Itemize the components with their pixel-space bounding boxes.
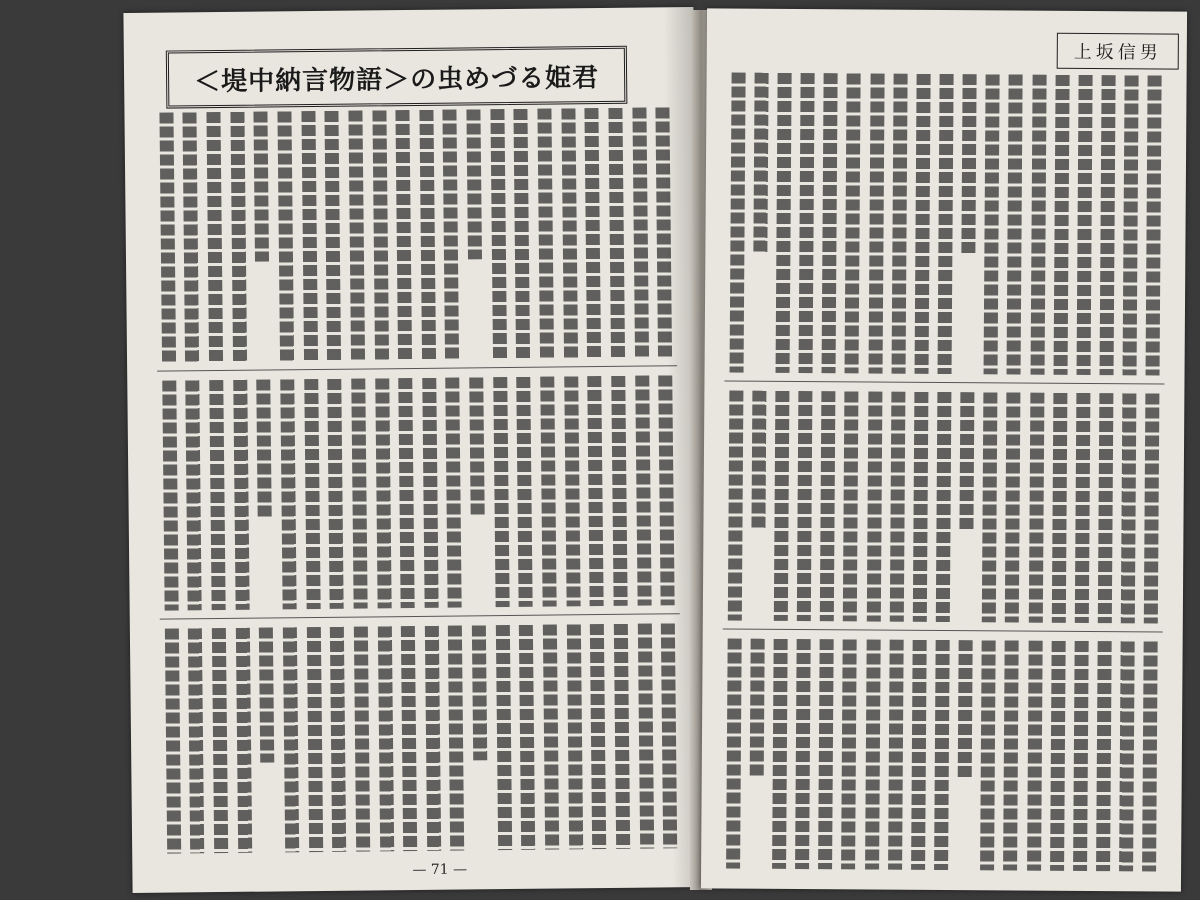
text-column [448, 625, 464, 850]
text-column [982, 392, 998, 622]
text-column [490, 109, 507, 359]
text-column [186, 380, 202, 610]
body-text-left-lower [160, 623, 682, 853]
text-column [1050, 641, 1066, 871]
text-column [209, 380, 225, 610]
text-column [772, 639, 788, 869]
text-column [259, 627, 274, 762]
body-text-right-upper [725, 72, 1167, 375]
text-column [797, 391, 813, 621]
text-column [962, 74, 977, 254]
text-column [467, 109, 483, 259]
text-column [566, 624, 582, 849]
body-text-right-lower [721, 638, 1163, 871]
text-column [820, 391, 836, 621]
column-divider-right-2 [723, 628, 1163, 632]
text-column [514, 109, 531, 359]
text-column [1028, 393, 1044, 623]
text-column [398, 378, 414, 608]
column-divider-left-2 [160, 613, 680, 619]
text-column [914, 74, 930, 374]
text-column [751, 391, 766, 529]
text-column [543, 625, 559, 850]
text-column [775, 73, 791, 373]
text-column [727, 390, 743, 620]
text-column [519, 625, 535, 850]
body-text-left-middle [157, 375, 679, 610]
text-column [911, 640, 927, 870]
text-column [517, 377, 533, 607]
text-column [866, 391, 882, 621]
text-column [419, 110, 436, 360]
text-column [635, 376, 651, 606]
text-column [564, 376, 580, 606]
text-column [469, 377, 484, 515]
text-column [212, 628, 228, 853]
text-column [1098, 393, 1114, 623]
text-column [1007, 74, 1023, 374]
text-column [351, 378, 367, 608]
text-column [1005, 392, 1021, 622]
text-column [233, 380, 249, 610]
text-column [207, 112, 224, 362]
text-column [446, 378, 462, 608]
text-column [188, 628, 204, 853]
text-column [283, 627, 299, 852]
text-column [614, 624, 630, 849]
text-column [162, 380, 178, 610]
text-column [257, 379, 272, 517]
text-column [1146, 75, 1162, 375]
text-column [984, 74, 1000, 374]
text-column [888, 640, 904, 870]
text-column [304, 379, 320, 609]
column-divider-right [724, 380, 1164, 384]
text-column [1004, 640, 1020, 870]
body-text-right-middle [723, 390, 1165, 623]
text-column [306, 627, 322, 852]
text-column [590, 624, 606, 849]
text-column [165, 628, 181, 853]
text-column [980, 640, 996, 870]
text-column [1100, 75, 1116, 375]
text-column [608, 108, 625, 358]
text-column [845, 73, 861, 373]
text-column [795, 639, 811, 869]
column-divider-left [157, 365, 677, 371]
text-column [1096, 641, 1112, 871]
text-column [632, 108, 649, 358]
body-text-left-upper [154, 107, 677, 362]
text-column [561, 108, 578, 358]
text-column [354, 626, 370, 851]
text-column [960, 392, 975, 530]
text-column [230, 112, 247, 362]
text-column [938, 74, 954, 374]
text-column [183, 112, 200, 362]
text-column [1053, 75, 1069, 375]
text-column [396, 110, 413, 360]
text-column [1142, 641, 1158, 871]
text-column [1121, 393, 1137, 623]
text-column [348, 111, 365, 361]
text-column [472, 625, 487, 760]
text-column [159, 112, 176, 362]
page-number: — 71 — [412, 861, 468, 879]
text-column [537, 109, 554, 359]
text-column [891, 74, 907, 374]
text-column [637, 624, 653, 849]
article-title: ＜堤中納言物語＞の虫めづる姫君 [166, 46, 628, 109]
text-column [889, 392, 905, 622]
text-column [753, 73, 768, 253]
text-column [1123, 75, 1139, 375]
text-column [401, 626, 417, 851]
text-column [726, 638, 742, 868]
text-column [774, 391, 790, 621]
text-column [822, 73, 838, 373]
text-column [1027, 641, 1043, 871]
text-column [372, 110, 389, 360]
text-column [1073, 641, 1089, 871]
text-column [1144, 393, 1160, 623]
text-column [328, 379, 344, 609]
text-column [585, 108, 602, 358]
text-column [1030, 75, 1046, 375]
text-column [277, 111, 294, 361]
text-column [729, 73, 745, 373]
text-column [841, 639, 857, 869]
text-column [301, 111, 318, 361]
text-column [934, 640, 950, 870]
text-column [799, 73, 815, 373]
text-column [611, 376, 627, 606]
text-column [749, 639, 764, 777]
text-column [913, 392, 929, 622]
text-column [443, 110, 460, 360]
text-column [375, 378, 391, 608]
text-column [868, 73, 884, 373]
text-column [1075, 393, 1091, 623]
text-column [1076, 75, 1092, 375]
text-column [843, 391, 859, 621]
text-column [1119, 641, 1135, 871]
text-column [588, 376, 604, 606]
text-column [254, 112, 270, 262]
text-column [330, 627, 346, 852]
text-column [280, 379, 296, 609]
text-column [325, 111, 342, 361]
text-column [818, 639, 834, 869]
text-column [425, 626, 441, 851]
text-column [1052, 393, 1068, 623]
text-column [958, 640, 973, 778]
text-column [422, 378, 438, 608]
text-column [377, 626, 393, 851]
text-column [236, 628, 252, 853]
right-page [701, 8, 1187, 891]
text-column [865, 639, 881, 869]
text-column [540, 377, 556, 607]
author-name: 上坂信男 [1057, 33, 1179, 70]
text-column [496, 625, 512, 850]
left-page [123, 7, 702, 893]
text-column [493, 377, 509, 607]
text-column [936, 392, 952, 622]
